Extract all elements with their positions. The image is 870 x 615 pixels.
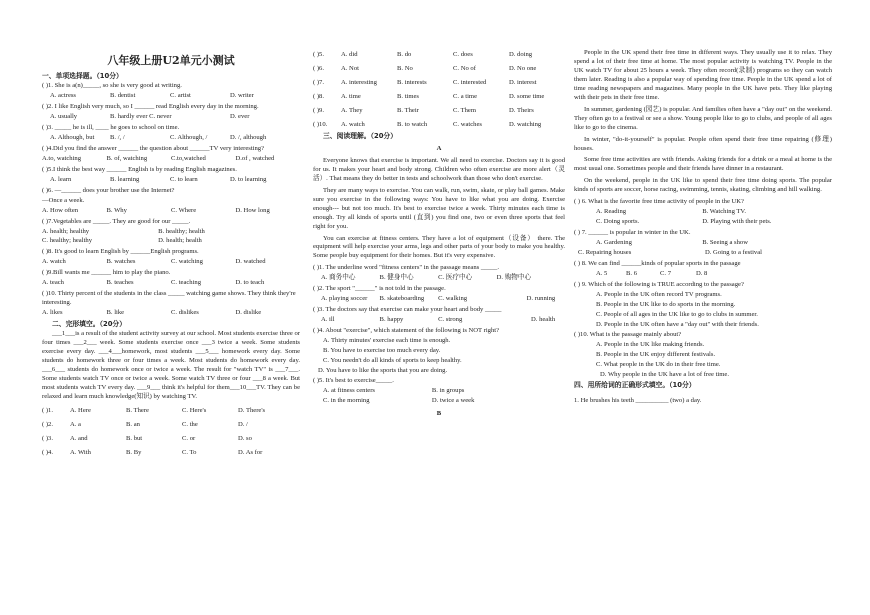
option: D. doing [509, 51, 533, 58]
s3-q8 [574, 260, 832, 279]
s1-q8 [42, 248, 300, 267]
option: D. writer [230, 92, 254, 100]
option: D. Going to a festival [705, 249, 762, 257]
option: C. 7 [660, 269, 671, 277]
passage-a-paragraph: Everyone knows that exercise is important. We all need to exercise. Doctors say it is good for us. It makes your heart and body strong. Children who often exercise are more alert（灵活）. That means they do better in tests and schoolwork than those who don't exercise. [313, 156, 565, 182]
question-options [313, 295, 565, 304]
option: C. walking [438, 295, 468, 303]
option: D. 购物中心 [496, 274, 532, 282]
option: B. Watching TV. [702, 208, 746, 216]
question-options [313, 274, 565, 283]
question-stem: ( )1. She is a(n)_____, so she is very good at writing. [42, 82, 182, 90]
option: C. 医疗中心 [438, 274, 473, 282]
option: D. /, although [230, 133, 267, 141]
option: C. Doing sports. [596, 218, 640, 226]
option: B. teaches [106, 279, 134, 287]
s3-q4 [313, 327, 565, 376]
option: A. watch [341, 120, 365, 128]
passage-b-paragraph: On the weekend, people in the UK like to spend their free time doing sports. The popular kinds of sports are soccer, horse racing, swimming, tennis, skating, climbing and hill walking. [574, 177, 832, 194]
option: D. dislike [235, 309, 262, 317]
option: B. You have to exercise too much every day. [323, 347, 441, 355]
question-options [42, 309, 300, 318]
option: A. Here [70, 406, 91, 414]
option: A. Gardening [596, 239, 632, 247]
option: A. Thirty minutes' exercise each time is enough. [323, 337, 451, 345]
option: D. some time [509, 92, 545, 100]
option: B. watches [106, 258, 136, 266]
option: D. Playing with their pets. [702, 218, 772, 226]
option: A. teach [42, 279, 64, 287]
option: C. teaching [171, 279, 202, 287]
column-middle [313, 51, 565, 422]
option: D. Why people in the UK have a lot of free time. [600, 370, 729, 378]
question-options [574, 208, 832, 217]
cloze-item-7 [313, 79, 565, 88]
option: C. the [182, 420, 198, 428]
option: B. to watch [397, 120, 428, 128]
page-title: 八年级上册U2单元小测试 [107, 54, 235, 67]
passage-b-label: B [436, 409, 442, 417]
option: B. interests [397, 78, 427, 86]
option: A. They [341, 106, 363, 114]
question-options [42, 228, 300, 237]
option: B. Seeing a show [702, 239, 748, 247]
column-right [574, 48, 832, 406]
s1-q6 [42, 187, 300, 216]
option: C. healthy; healthy [42, 237, 92, 245]
option: D. health; health [158, 237, 202, 245]
cloze-item-6 [313, 65, 565, 74]
question-stem: ( )5.I think the best way ______ English is by reading English magazines. [42, 165, 237, 173]
option: C. You needn't do all kinds of sports to keep healthy. [323, 356, 462, 364]
question-stem: ( )10. What is the passage mainly about? [574, 330, 682, 338]
cloze-item-9 [313, 107, 565, 116]
cloze-number: ( )6. [313, 64, 324, 72]
s3-q6 [574, 198, 832, 227]
option: C. to learn [170, 175, 198, 183]
option: B. People in the UK enjoy different festivals. [596, 350, 716, 358]
option: D. health [531, 316, 556, 324]
option: A. How often [42, 206, 79, 214]
option: D. As for [238, 448, 263, 456]
option: A. interesting [341, 78, 377, 86]
option: C.to,watched [171, 154, 206, 162]
s3-q10 [574, 331, 832, 380]
s1-q9 [42, 269, 300, 288]
s3-q1 [313, 264, 565, 283]
option: C. artist [170, 92, 191, 100]
option: B. hardly ever C. never [110, 113, 172, 121]
cloze-item-8 [313, 93, 565, 102]
option: D. You have to like the sports that you are doing. [318, 366, 448, 374]
cloze-item-3 [42, 435, 300, 444]
option: C. strong [438, 316, 463, 324]
option: A. did [341, 51, 358, 58]
option: A. at fitness centers [323, 386, 375, 394]
cloze-number: ( )1. [42, 406, 53, 414]
option: A. learn [50, 175, 72, 183]
option: D. to teach [235, 279, 265, 287]
section3-heading: 三、阅读理解。（20分） [323, 131, 398, 140]
option: A. ill [321, 316, 335, 324]
option: C. Them [453, 106, 476, 114]
option: B. times [397, 92, 419, 100]
option: D. to learning [230, 175, 267, 183]
cloze-number: ( )9. [313, 106, 324, 114]
cloze-number: ( )7. [313, 78, 324, 86]
question-stem: ( )4.Did you find the answer ______ the question about ______TV very interesting? [42, 144, 265, 152]
option: C. Here's [182, 406, 207, 414]
option: C. Where [171, 206, 197, 214]
question-stem: ( )9.Bill wants me ______ him to play the piano. [42, 269, 171, 277]
option: A. With [70, 448, 91, 456]
option: D. watching [509, 120, 542, 128]
option: A. Reading [596, 208, 627, 216]
question-options [42, 279, 300, 288]
cloze-number: ( )2. [42, 420, 53, 428]
s1-q2 [42, 103, 300, 122]
option: B. of, watching [106, 154, 148, 162]
option: D. No one [509, 64, 537, 72]
option: A. time [341, 92, 361, 100]
s3-q5 [313, 377, 565, 406]
cloze-item-5 [313, 51, 565, 60]
question-stem: ( )8. It's good to learn English by ______English programs. [42, 248, 199, 256]
question-stem: ( )4. About "exercise", which statement of the following is NOT right? [313, 327, 499, 335]
cloze-item-2 [42, 421, 300, 430]
option: C. a time [453, 92, 477, 100]
question-stem: ( )2. I like English very much, so I ______ read English every day in the morning. [42, 103, 259, 111]
cloze-item-4 [42, 449, 300, 458]
option: C. Although, / [170, 133, 208, 141]
s1-q5 [42, 166, 300, 185]
passage-b-paragraph: In winter, "do-it-yourself" is popular. People often spend their free time repairing (修理) houses. [574, 135, 832, 152]
cloze-number: ( )8. [313, 92, 324, 100]
question-options [574, 218, 832, 227]
option: C. People of all ages in the UK like to go to clubs in summer. [596, 310, 758, 318]
cloze-number: ( )4. [42, 448, 53, 456]
question-options [313, 316, 565, 325]
section4-heading: 四、用所给词的正确形式填空。（10分） [574, 381, 696, 390]
s1-q10 [42, 290, 300, 318]
option: B. learning [110, 175, 140, 183]
question-options [313, 397, 565, 406]
question-options [574, 270, 832, 279]
column-left [42, 54, 300, 463]
s3-q3 [313, 306, 565, 325]
option: A. 5 [596, 269, 608, 277]
option: B. but [126, 434, 143, 442]
option: B. like [106, 309, 125, 317]
option: C. What people in the UK do in their free time. [596, 360, 721, 368]
cloze-passage: ___1___is a result of the student activity survey at our school. Most students exercise three or four times ___2___ week. Some students exercise once ___3 twice a week. Some students exercise every day. ___4___homework, most students ___5___ homework every day. Some students do homework three or four times a week. Most students do homework every day. ___6___ students do homework once or twice a week. The result for "watch TV" is ___7___. Some students watch TV once or twice a week. Some watch TV three or four ___8 a week. But most students watch TV every day. ___9___ think it's helpful for them___10___TV. They can be relaxed and learn much knowledge(知识) by watching TV. [42, 330, 300, 401]
passage-b-paragraph: In summer, gardening (园艺) is popular. And families often have a "day out" on the weekend. They often go to a festival or see a show. Young people like to go to clubs, and people of all ages like to go to the cinema. [574, 105, 832, 131]
option: A.to, watching [42, 154, 82, 162]
option: D. Theirs [509, 106, 534, 114]
question-options [42, 258, 300, 267]
cloze-item-10 [313, 121, 565, 130]
option: D. People in the UK often have a "day out" with their friends. [596, 320, 759, 328]
cloze-item-1 [42, 407, 300, 416]
question-stem: ( )6. —______ does your brother use the Internet? [42, 186, 175, 194]
option: B. an [126, 420, 140, 428]
option: B. in groups [431, 386, 465, 394]
s3-q2 [313, 285, 565, 304]
option: C. does [453, 51, 473, 58]
option: B. 健身中心 [379, 274, 414, 282]
option: D. interest [509, 78, 537, 86]
question-stem: ( )7.Vegetables are _____. They are good for our _____. [42, 217, 191, 225]
option: B. By [126, 448, 142, 456]
question-stem: ( ) 6. What is the favorite free time activity of people in the UK? [574, 198, 744, 206]
s1-q1 [42, 82, 300, 101]
question-stem: ( ) 8. We can find ______kinds of popular sports in the passage [574, 260, 741, 268]
passage-a-paragraph: They are many ways to exercise. You can walk, run, swim, skate, or play ball games. Make sure you exercise in the following ways: You have to like what you are doing. Exercise enough--- but not too much. It's best to exercise twice a week. Thirty minutes each time is enough. Try all kinds of sports until (直到) you find one, two or even three sports that feel right for you. [313, 186, 565, 230]
question-options [42, 92, 300, 101]
option: B. happy [379, 316, 404, 324]
section1-heading: 一、单项选择题。（10分） [42, 71, 123, 80]
cloze-number: ( )5. [313, 51, 324, 58]
option: C. watches [453, 120, 482, 128]
option: B. People in the UK like to do sports in the morning. [596, 300, 736, 308]
option: D. watched [235, 258, 266, 266]
cloze-number: ( )10. [313, 120, 328, 128]
option: D. running [526, 295, 556, 303]
question-options [574, 239, 832, 248]
option: B. /, / [110, 133, 125, 141]
option: D. twice a week [431, 396, 475, 404]
option: B. No [397, 64, 413, 72]
option: D.of , watched [235, 154, 275, 162]
option: C. To [182, 448, 197, 456]
option: A. People in the UK like making friends. [596, 340, 705, 348]
question-stem: ( )3. The doctors say that exercise can make your heart and body _____ [313, 306, 502, 314]
passage-a-paragraph: You can exercise at fitness centers. They have a lot of equipment（设备） there. The equipment will help exercise your arms, legs and other parts of your body to make you healthy. Some people buy equipment for their homes. But it's very expensive. [313, 234, 565, 260]
question-options [42, 207, 300, 216]
passage-b-paragraph: People in the UK spend their free time in different ways. They usually use it to relax. They spend a lot of their free time at home. The most popular activity is watching TV. People in the UK watch TV for about 25 hours a week. They often record(录制) programs so they can watch them later. Reading is also a popular way of spending free time. People in the UK spend a lot of time reading newspapers and magazines. Many people in the UK have pets. They like playing with their pets in their free time. [574, 49, 832, 101]
option: A. health; healthy [42, 227, 90, 235]
option: A. likes [42, 309, 63, 317]
option: C. No of [453, 64, 476, 72]
s3-q9 [574, 281, 832, 330]
option: D. There's [238, 406, 266, 414]
question-stem: ( )3. _____ he is ill, ____ he goes to school on time. [42, 124, 180, 131]
option: B. Why [106, 206, 127, 214]
option: A. watch [42, 258, 66, 266]
question-extra: —Once a week. [42, 196, 85, 204]
option: A. usually [50, 113, 78, 121]
option: A. a [70, 420, 81, 428]
question-stem: ( )10. Thirty percent of the students in the class _____ watching game shows. They think they're interesting. [42, 290, 296, 307]
option: B. Their [397, 106, 419, 114]
option: B. 6 [626, 269, 637, 277]
question-options [42, 237, 300, 246]
s1-q3 [42, 124, 300, 143]
s1-q4 [42, 145, 300, 164]
option: A. Although, but [50, 133, 95, 141]
fill-in-question-1: 1. He brushes his teeth __________ (two) a day. [574, 396, 702, 404]
s1-q7 [42, 218, 300, 247]
question-options [42, 113, 300, 122]
option: C. watching [171, 258, 203, 266]
question-stem: ( ) 9. Which of the following is TRUE according to the passage? [574, 280, 744, 288]
question-options [42, 134, 300, 143]
option: C. Repairing houses [578, 249, 632, 257]
question-options [313, 387, 565, 396]
option: D. 8 [696, 269, 708, 277]
question-stem: ( )2. The sport "______" is not told in the passage. [313, 285, 446, 293]
question-stem: ( )1. The underline word "fitness centers" in the passage means _____. [313, 264, 499, 272]
option: A. Not [341, 64, 359, 72]
question-options [42, 155, 300, 164]
cloze-number: ( )3. [42, 434, 53, 442]
question-options [42, 176, 300, 185]
option: A. actress [50, 92, 76, 100]
question-stem: ( ) 7. ______ is popular in winter in the UK. [574, 229, 691, 237]
option: A. People in the UK often record TV programs. [596, 290, 722, 298]
option: D. ever [230, 113, 250, 121]
option: B. healthy; health [158, 227, 205, 235]
question-stem: ( )5. It's best to exercise_____. [313, 376, 394, 384]
question-options [574, 249, 832, 258]
option: B. dentist [110, 92, 136, 100]
passage-b-paragraph: Some free time activities are with friends. Asking friends for a drink or a meal at home is the most usual one. Sometimes people and their friends have dinner in a restaurant. [574, 156, 832, 173]
option: A. playing soccer [321, 295, 368, 303]
option: D. How long [235, 206, 270, 214]
s3-q7 [574, 229, 832, 258]
option: D. / [238, 420, 248, 428]
option: B. skateboarding [379, 295, 425, 303]
option: C. interested [453, 78, 487, 86]
passage-a-label: A [436, 144, 442, 152]
option: C. dislikes [171, 309, 199, 317]
option: A. 商务中心 [321, 274, 356, 282]
option: B. There [126, 406, 149, 414]
section2-heading: 二、完形填空。（20分） [52, 320, 127, 329]
option: D. so [238, 434, 252, 442]
option: B. do [397, 51, 412, 58]
option: C. or [182, 434, 196, 442]
option: C. in the morning [323, 396, 370, 404]
option: A. and [70, 434, 88, 442]
